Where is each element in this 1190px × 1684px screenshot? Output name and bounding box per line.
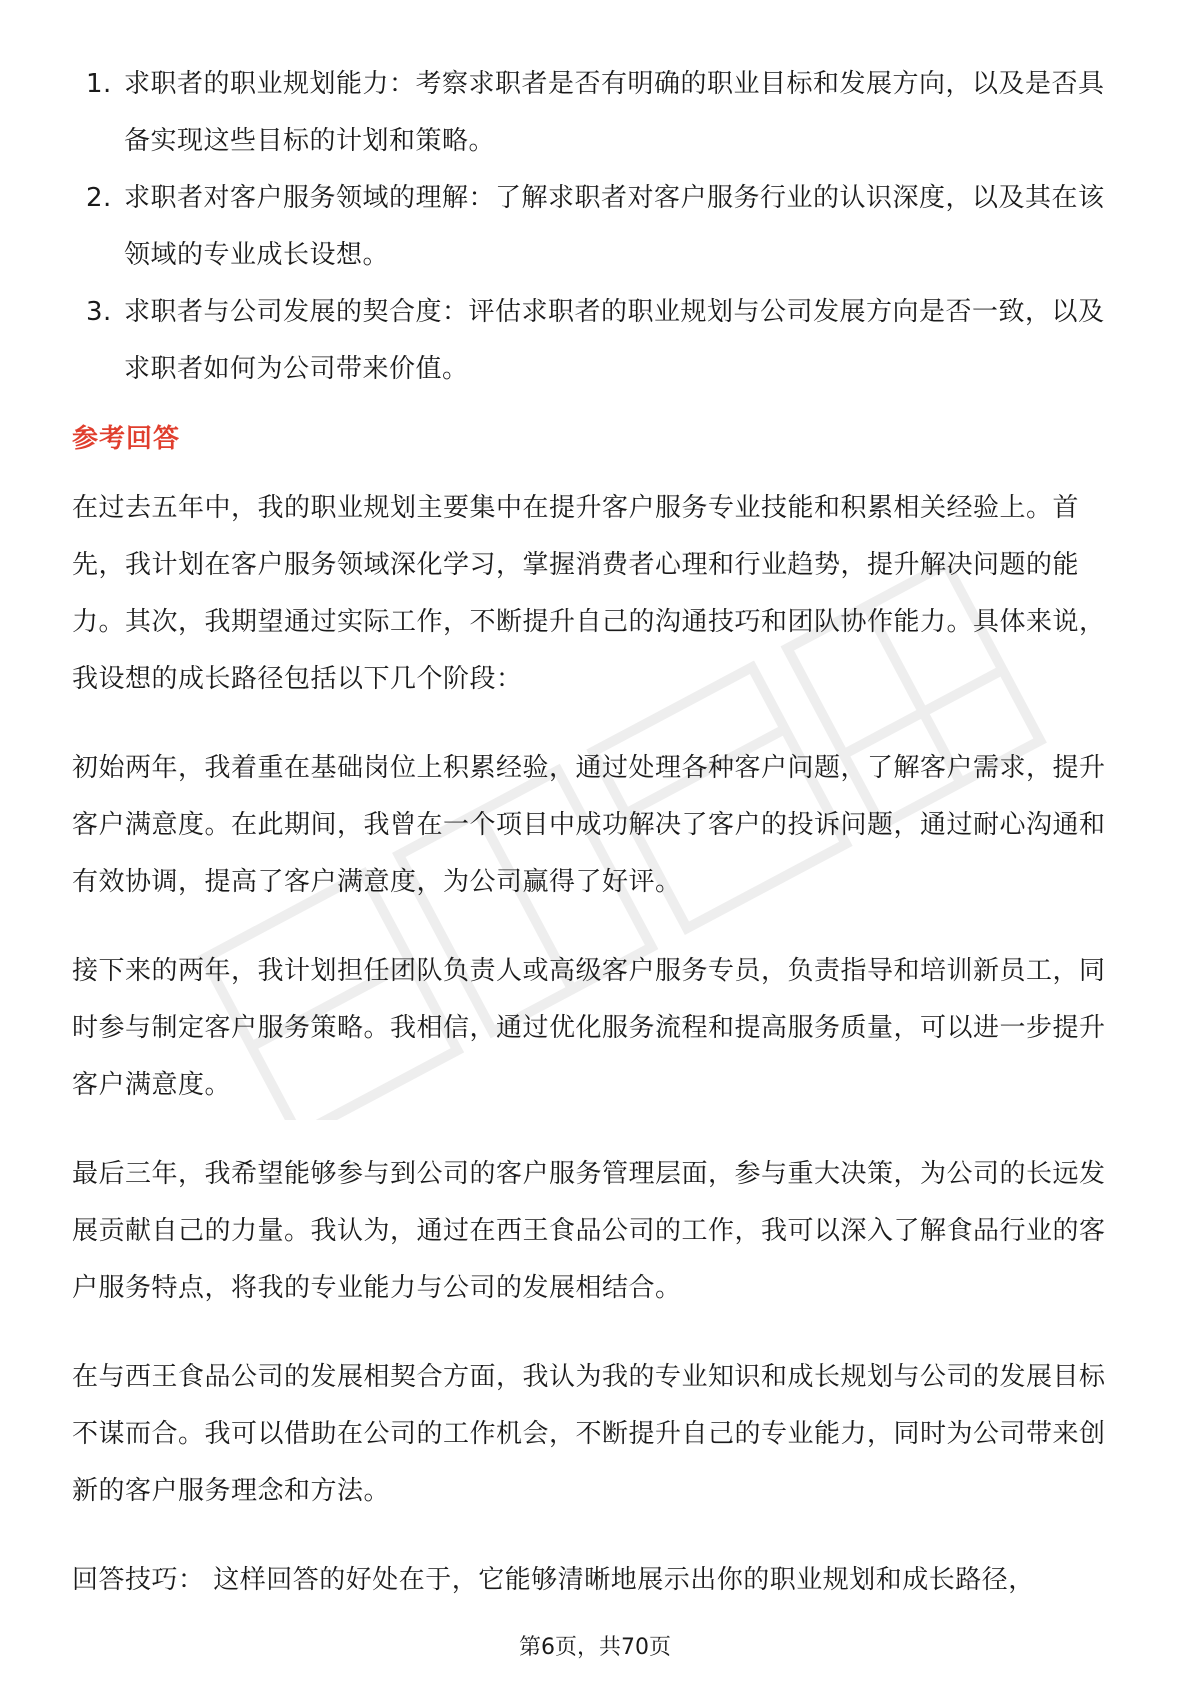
main-content	[72, 56, 1118, 1641]
answer-paragraph: 初始两年，我着重在基础岗位上积累经验，通过处理各种客户问题，了解客户需求，提升客户满意度。在此期间，我曾在一个项目中成功解决了客户的投诉问题，通过耐心沟通和有效协调，提高了客户满意度，为公司赢得了好评。	[72, 753, 1106, 897]
answer-paragraph: 在与西王食品公司的发展相契合方面，我认为我的专业知识和成长规划与公司的发展目标不谋而合。我可以借助在公司的工作机会，不断提升自己的专业能力，同时为公司带来创新的客户服务理念和方法。	[72, 1362, 1106, 1506]
list-item-text: 求职者与公司发展的契合度：评估求职者的职业规划与公司发展方向是否一致，以及求职者如何为公司带来价值。	[124, 297, 1105, 384]
list-item-number: 1.	[86, 69, 112, 99]
answer-paragraph: 接下来的两年，我计划担任团队负责人或高级客户服务专员，负责指导和培训新员工，同时参与制定客户服务策略。我相信，通过优化服务流程和提高服务质量，可以进一步提升客户满意度。	[72, 956, 1106, 1100]
list-item	[72, 284, 1118, 398]
list-item-number: 3.	[86, 297, 112, 327]
list-item-text: 求职者对客户服务领域的理解：了解求职者对客户服务行业的认识深度，以及其在该领域的专业成长设想。	[124, 183, 1105, 270]
answer-tips-paragraph: 回答技巧： 这样回答的好处在于，它能够清晰地展示出你的职业规划和成长路径，	[72, 1565, 1035, 1595]
evaluation-criteria-list	[72, 56, 1118, 398]
list-item-number: 2.	[86, 183, 112, 213]
answer-paragraph: 最后三年，我希望能够参与到公司的客户服务管理层面，参与重大决策，为公司的长远发展贡献自己的力量。我认为，通过在西王食品公司的工作，我可以深入了解食品行业的客户服务特点，将我的专业能力与公司的发展相结合。	[72, 1159, 1106, 1303]
list-item	[72, 170, 1118, 284]
list-item-text: 求职者的职业规划能力：考察求职者是否有明确的职业目标和发展方向，以及是否具备实现这些目标的计划和策略。	[124, 69, 1105, 156]
list-item	[72, 56, 1118, 170]
answer-heading: 参考回答	[72, 424, 181, 454]
answer-paragraph: 在过去五年中，我的职业规划主要集中在提升客户服务专业技能和积累相关经验上。首先，我计划在客户服务领域深化学习，掌握消费者心理和行业趋势，提升解决问题的能力。其次，我期望通过实际工作，不断提升自己的沟通技巧和团队协作能力。具体来说，我设想的成长路径包括以下几个阶段：	[72, 493, 1106, 694]
page-number-footer: 第6页，共70页	[519, 1635, 671, 1660]
